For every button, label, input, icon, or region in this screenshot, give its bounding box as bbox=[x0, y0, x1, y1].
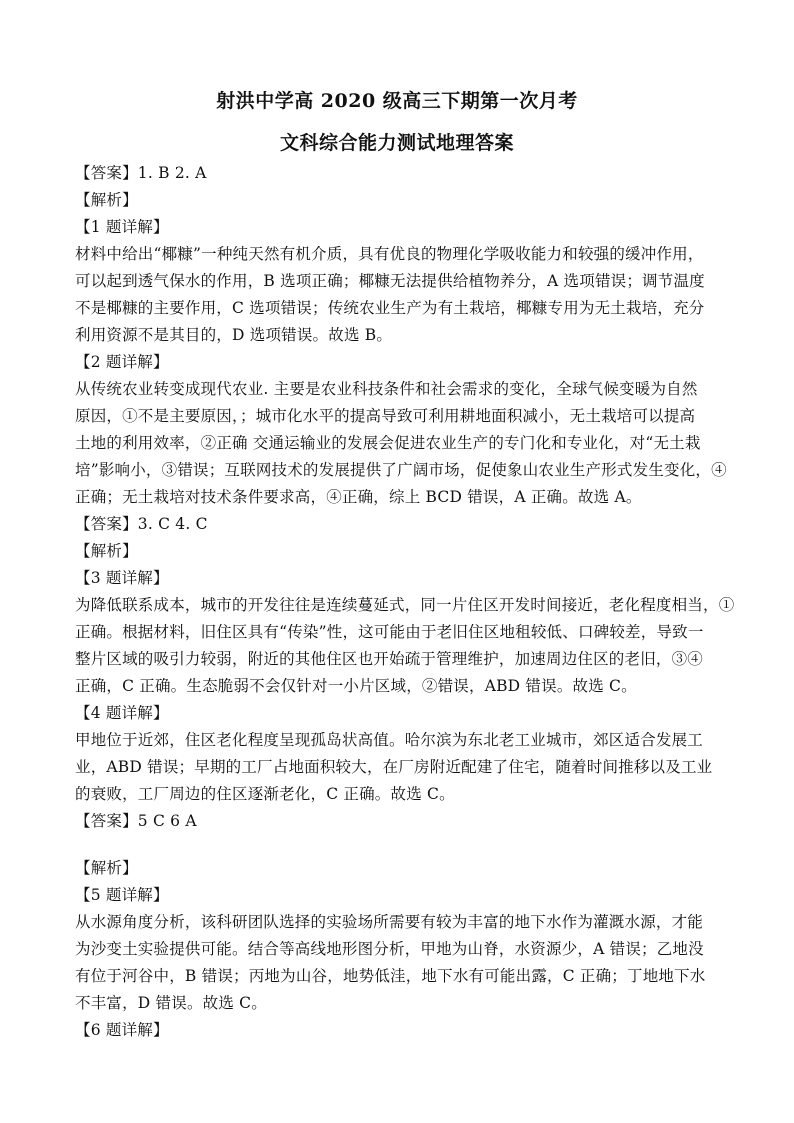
text-line: 正确；无土栽培对技术条件要求高，④正确，综上 BCD 错误，A 正确。故选 A。 bbox=[75, 488, 642, 506]
text-line: 为沙变土实验提供可能。结合等高线地形图分析，甲地为山脊，水资源少，A 错误；乙地没 bbox=[75, 940, 704, 958]
text-line: 为降低联系成本，城市的开发往往是连续蔓延式，同一片住区开发时间接近，老化程度相当，① bbox=[75, 596, 735, 614]
document-subtitle: 文科综合能力测试地理答案 bbox=[279, 132, 514, 154]
answer-key-line: 【答案】3. C 4. C bbox=[75, 515, 208, 533]
answer-key-line: 【答案】1. B 2. A bbox=[75, 164, 207, 182]
question-heading: 【2 题详解】 bbox=[75, 353, 169, 371]
text-line: 有位于河谷中，B 错误；丙地为山谷，地势低洼，地下水有可能出露，C 正确；丁地地下水 bbox=[75, 967, 706, 985]
text-line: 甲地位于近郊，住区老化程度呈现孤岛状高值。哈尔滨为东北老工业城市，郊区适合发展工 bbox=[75, 731, 704, 749]
text-line: 培”影响小，③错误；互联网技术的发展提供了广阔市场，促使象山农业生产形式发生变化，④ bbox=[75, 461, 727, 479]
analysis-heading: 【解析】 bbox=[75, 859, 138, 877]
question-heading: 【1 题详解】 bbox=[75, 218, 169, 236]
text-line: 材料中给出“椰糠”一种纯天然有机介质，具有优良的物理化学吸收能力和较强的缓冲作用， bbox=[75, 245, 704, 263]
question-heading: 【6 题详解】 bbox=[75, 1021, 169, 1039]
text-line: 正确，C 正确。生态脆弱不会仅针对一小片区域，②错误，ABD 错误。故选 C。 bbox=[75, 677, 637, 695]
analysis-heading: 【解析】 bbox=[75, 191, 138, 209]
analysis-heading: 【解析】 bbox=[75, 542, 138, 560]
text-line: 原因，①不是主要原因，；城市化水平的提高导致可利用耕地面积减小，无土栽培可以提高 bbox=[75, 407, 696, 425]
blank-line bbox=[75, 835, 765, 855]
text-line: 业，ABD 错误；早期的工厂占地面积较大，在厂房附近配建了住宅，随着时间推移以及工业 bbox=[75, 758, 713, 776]
text-line: 从水源角度分析，该科研团队选择的实验场所需要有较为丰富的地下水作为灌溉水源，才能 bbox=[75, 913, 704, 931]
question-heading: 【4 题详解】 bbox=[75, 704, 169, 722]
document-title: 射洪中学高 2020 级高三下期第一次月考 bbox=[216, 90, 578, 112]
text-line: 的衰败，工厂周边的住区逐渐老化，C 正确。故选 C。 bbox=[75, 785, 455, 803]
answer-body bbox=[75, 160, 765, 1044]
text-line: 整片区域的吸引力较弱，附近的其他住区也开始疏于管理维护，加速周边住区的老旧，③④ bbox=[75, 650, 704, 668]
text-line: 从传统农业转变成现代农业. 主要是农业科技条件和社会需求的变化，全球气候变暖为自然 bbox=[75, 380, 698, 398]
question-heading: 【3 题详解】 bbox=[75, 569, 169, 587]
text-line: 不是椰糠的主要作用，C 选项错误；传统农业生产为有土栽培，椰糠专用为无土栽培，充分 bbox=[75, 299, 705, 317]
text-line: 可以起到透气保水的作用，B 选项正确；椰糠无法提供给植物养分，A 选项错误；调节温度 bbox=[75, 272, 705, 290]
text-line: 利用资源不是其目的，D 选项错误。故选 B。 bbox=[75, 326, 393, 344]
text-line: 土地的利用效率，②正确 交通运输业的发展会促进农业生产的专门化和专业化，对“无土栽 bbox=[75, 434, 701, 452]
question-heading: 【5 题详解】 bbox=[75, 886, 169, 904]
text-line: 正确。根据材料，旧住区具有“传染”性，这可能由于老旧住区地租较低、口碑较差，导致一 bbox=[75, 623, 704, 641]
answer-key-line: 【答案】5 C 6 A bbox=[75, 812, 197, 830]
text-line: 不丰富，D 错误。故选 C。 bbox=[75, 994, 267, 1012]
